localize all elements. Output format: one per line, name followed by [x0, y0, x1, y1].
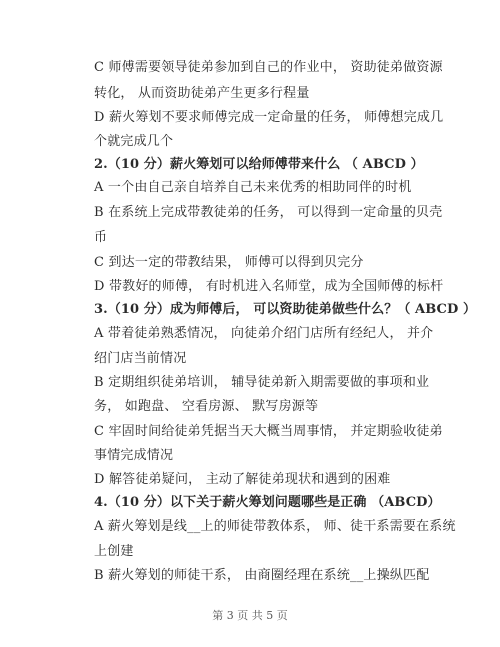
option-c-line-1: C 师傅需要领导徒弟参加到自己的作业中， 资助徒弟做资源	[94, 60, 443, 75]
question-3: 3.（10 分）成为师傅后， 可以资助徒弟做些什么？（ ABCD ）	[94, 302, 477, 317]
q4-option-a-line-1: A 薪火筹划是线__上的师徒带教体系， 师、徒干系需要在系统	[94, 519, 456, 534]
q4-option-a-line-2: 上创建	[94, 544, 134, 559]
option-d-line-1: D 薪火筹划不要求师傅完成一定命量的任务， 师傅想完成几	[94, 110, 444, 125]
question-4: 4.（10 分）以下关于薪火筹划问题哪些是正确 （ABCD）	[94, 495, 441, 510]
option-d-line-2: 个就完成几个	[94, 134, 174, 149]
q2-option-a: A 一个由自己亲自培养自己未来优秀的相助同伴的时机	[94, 180, 412, 195]
q3-option-a-line-1: A 带着徒弟熟悉情况， 向徒弟介绍门店所有经纪人， 并介	[94, 326, 434, 341]
q3-option-b-line-1: B 定期组织徒弟培训， 辅导徒弟新入期需要做的事项和业	[94, 375, 430, 390]
q2-option-b-line-1: B 在系统上完成带教徒弟的任务， 可以得到一定命量的贝壳	[94, 205, 443, 220]
q2-option-c: C 到达一定的带教结果， 师傅可以得到贝完分	[94, 255, 364, 270]
page-number-footer: 第 3 页 共 5 页	[212, 609, 288, 622]
q4-option-b: B 薪火筹划的师徒干系， 由商圈经理在系统__上操纵匹配	[94, 568, 430, 583]
question-2: 2.（10 分）薪火筹划可以给师傅带来什么 （ ABCD ）	[94, 157, 424, 172]
q2-option-b-line-2: 币	[94, 230, 108, 245]
q2-option-d: D 带教好的师傅， 有时机进入名师堂，成为全国师傅的标杆	[94, 279, 444, 294]
option-c-line-2: 转化， 从而资助徒弟产生更多行程量	[94, 86, 310, 101]
q3-option-c-line-1: C 牢固时间给徒弟凭据当天大概当周事情， 并定期验收徒弟	[94, 424, 443, 439]
q3-option-a-line-2: 绍门店当前情况	[94, 351, 187, 366]
q3-option-d: D 解答徒弟疑问， 主动了解徒弟现状和遇到的困难	[94, 472, 391, 487]
q3-option-b-line-2: 务， 如跑盘、 空看房源、 默写房源等	[94, 399, 319, 414]
q3-option-c-line-2: 事情完成情况	[94, 448, 174, 463]
